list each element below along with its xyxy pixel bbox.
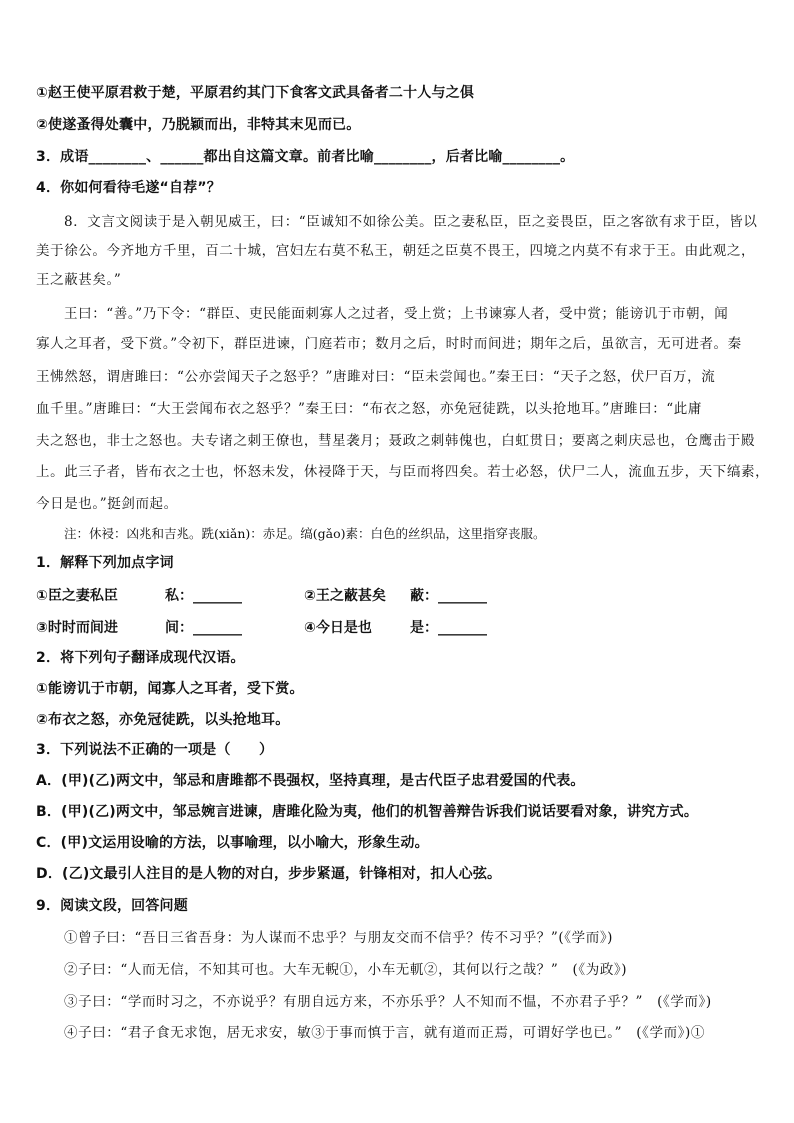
analects-excerpt-4: ④子曰：“君子食无求饱，居无求安，敏③于事而慎于言，就有道而正焉，可谓好学也已。” (《学而》)① bbox=[64, 1025, 705, 1041]
question-9-heading: 9．阅读文段，回答问题 bbox=[36, 898, 188, 914]
analects-excerpt-1: ①曾子曰：“吾日三省吾身：为人谋而不忠乎？与朋友交而不信乎？传不习乎？”(《学而》) bbox=[64, 930, 614, 946]
question-8-passage-line: 王之蔽甚矣。” bbox=[36, 272, 122, 288]
question-8-passage-line: 美于徐公。今齐地方千里，百二十城，宫妇左右莫不私王，朝廷之臣莫不畏王，四境之内莫不有求于王。由此观之， bbox=[36, 243, 756, 259]
translate-sentence-1: ①能谤讥于市朝，闻寡人之耳者，受下赏。 bbox=[36, 681, 304, 697]
question-8-passage-line: 8．文言文阅读于是入朝见威王，曰：“臣诚知不如徐公美。臣之妻私臣，臣之妾畏臣，臣之客欲有求于臣，皆以 bbox=[64, 214, 758, 230]
subquestion-3-heading: 3．下列说法不正确的一项是（ ） bbox=[36, 742, 274, 758]
analects-excerpt-2: ②子曰：“人而无信，不知其可也。大车无輗①，小车无軏②，其何以行之哉？” (《为政》) bbox=[64, 962, 628, 978]
word-item-3: ③时时而间进 bbox=[36, 620, 118, 636]
passage-sentence-2: ②使遂蚤得处囊中，乃脱颖而出，非特其末见而已。 bbox=[36, 117, 361, 133]
option-c: C．(甲)文运用设喻的方法，以事喻理，以小喻大，形象生动。 bbox=[36, 835, 429, 851]
question-8-passage-line: 王曰：“善。”乃下令：“群臣、吏民能面刺寡人之过者，受上赏；上书谏寡人者，受中赏；能谤讥于市朝，闻 bbox=[64, 306, 729, 322]
question-8-passage-line: 夫之怒也，非士之怒也。夫专诸之刺王僚也，彗星袭月；聂政之刺韩傀也，白虹贯日；要离之刺庆忌也，仓鹰击于殿 bbox=[36, 433, 756, 449]
analects-excerpt-3: ③子曰：“学而时习之，不亦说乎？有朋自远方来，不亦乐乎？人不知而不愠，不亦君子乎？” (《学而》) bbox=[64, 994, 712, 1010]
subquestion-2-heading: 2．将下列句子翻译成现代汉语。 bbox=[36, 650, 245, 666]
word-item-1: ①臣之妻私臣 bbox=[36, 588, 118, 604]
word-blank-1: 私：_______ bbox=[165, 588, 242, 604]
passage-annotation: 注：休祲：凶兆和吉兆。跣(xiǎn)：赤足。缟(gǎo)素：白色的丝织品，这里指穿丧服。 bbox=[64, 526, 546, 541]
word-blank-4: 是：_______ bbox=[410, 620, 487, 636]
option-b: B．(甲)(乙)两文中，邹忌婉言进谏，唐雎化险为夷，他们的机智善辩告诉我们说话要看对象，讲究方式。 bbox=[36, 804, 699, 820]
word-blank-3: 间：_______ bbox=[165, 620, 242, 636]
passage-sentence-1: ①赵王使平原君救于楚，平原君约其门下食客文武具备者二十人与之俱 bbox=[36, 85, 475, 101]
word-item-2: ②王之蔽甚矣 bbox=[304, 588, 386, 604]
word-item-4: ④今日是也 bbox=[304, 620, 372, 636]
question-8-passage-line: 寡人之耳者，受下赏。”令初下，群臣进谏，门庭若市；数月之后，时时而间进；期年之后，虽欲言，无可进者。秦 bbox=[36, 336, 742, 352]
question-4-opinion: 4．你如何看待毛遂“自荐”？ bbox=[36, 180, 221, 196]
question-8-passage-line: 血千里。”唐雎曰：“大王尝闻布衣之怒乎？”秦王曰：“布衣之怒，亦免冠徒跣，以头抢地耳。”唐雎曰：“此庸 bbox=[36, 401, 703, 417]
question-8-passage-line: 今日是也。”挺剑而起。 bbox=[36, 496, 178, 512]
word-blank-2: 蔽：_______ bbox=[410, 588, 487, 604]
option-a: A．(甲)(乙)两文中，邹忌和唐雎都不畏强权，坚持真理，是古代臣子忠君爱国的代表。 bbox=[36, 773, 585, 789]
translate-sentence-2: ②布衣之怒，亦免冠徒跣，以头抢地耳。 bbox=[36, 712, 290, 728]
subquestion-1-heading: 1．解释下列加点字词 bbox=[36, 555, 174, 571]
question-8-passage-line: 王怫然怒，谓唐雎曰：“公亦尝闻天子之怒乎？”唐雎对曰：“臣未尝闻也。”秦王曰：“天子之怒，伏尸百万，流 bbox=[36, 369, 716, 385]
question-3-idioms: 3．成语________、______都出自这篇文章。前者比喻________，后者比喻________。 bbox=[36, 149, 575, 165]
question-8-passage-line: 上。此三子者，皆布衣之士也，怀怒未发，休祲降于天，与臣而将四矣。若士必怒，伏尸二人，流血五步，天下缟素， bbox=[36, 464, 770, 480]
option-d: D．(乙)文最引人注目的是人物的对白，步步紧逼，针锋相对，扣人心弦。 bbox=[36, 866, 502, 882]
